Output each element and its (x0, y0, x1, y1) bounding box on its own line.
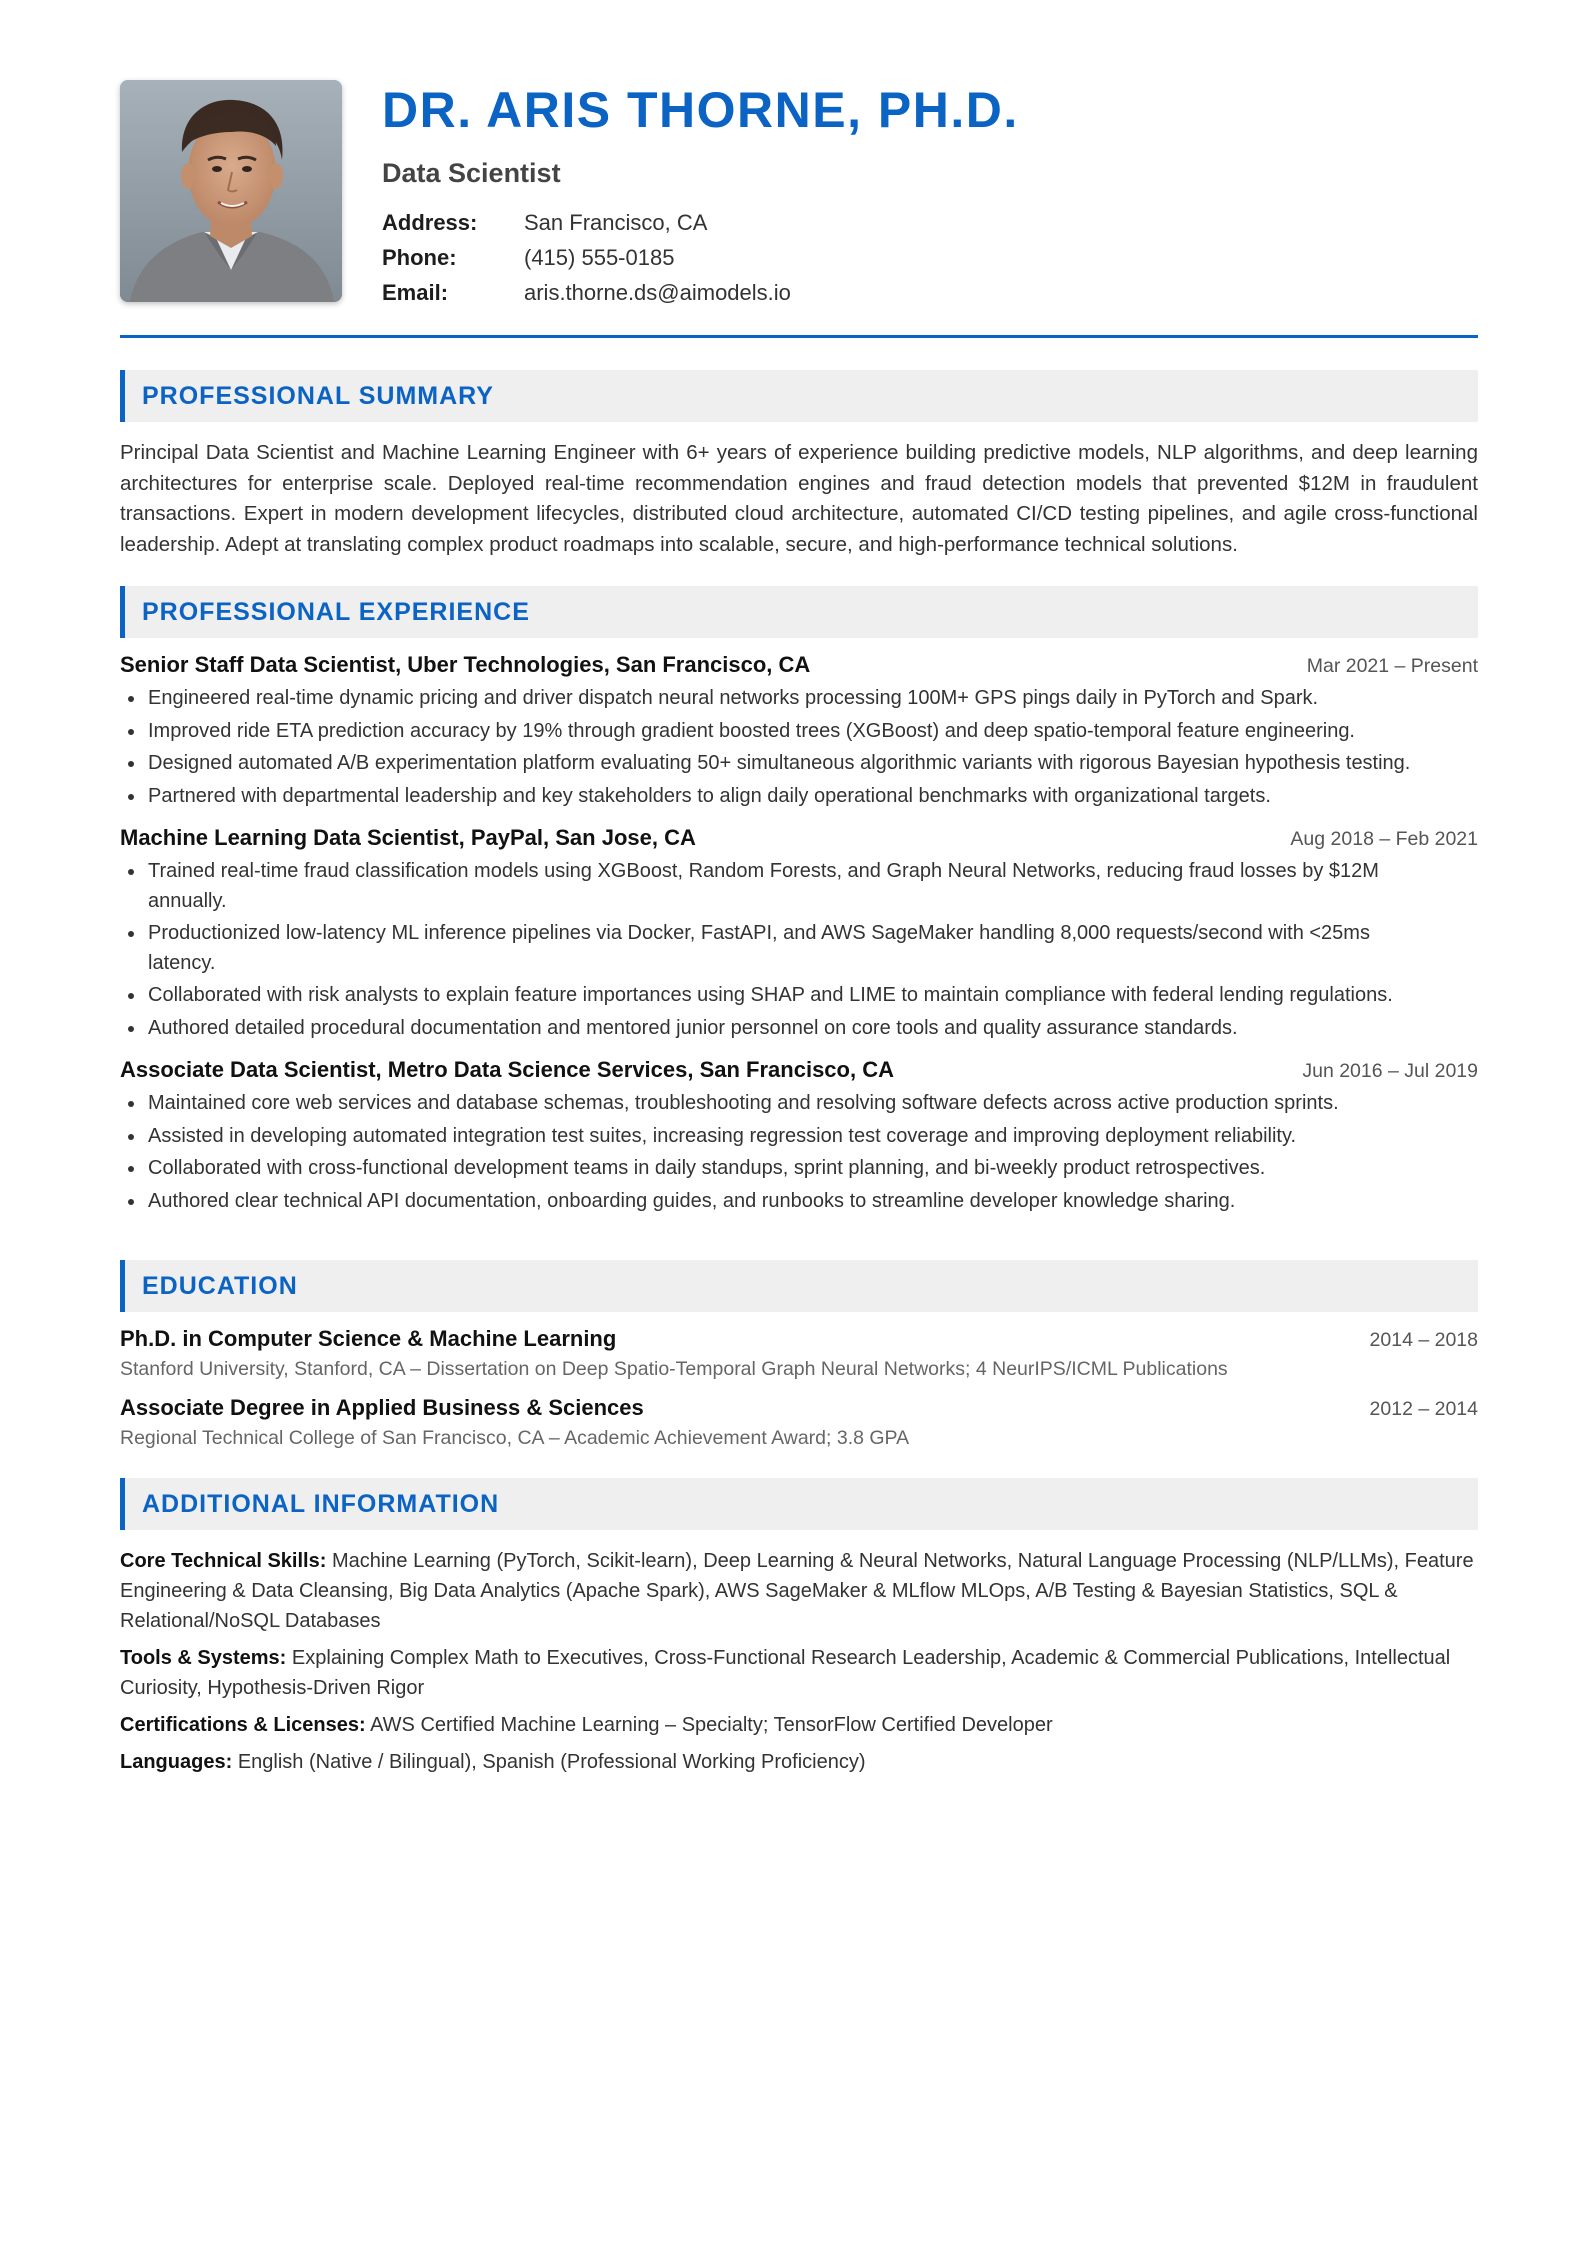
info-value: AWS Certified Machine Learning – Specialty; TensorFlow Certified Developer (370, 1714, 1053, 1736)
info-item-skills (120, 1546, 1478, 1636)
info-item-tools (120, 1643, 1478, 1703)
education-entry (120, 1395, 1478, 1450)
degree-title: Associate Degree in Applied Business & Sciences (120, 1395, 644, 1420)
contact-list (382, 205, 1019, 310)
info-label: Languages: (120, 1751, 233, 1773)
info-label: Core Technical Skills: (120, 1550, 327, 1572)
bullet-item: Authored detailed procedural documentation and mentored junior personnel on core tools and quality assurance standards. (120, 1014, 1478, 1044)
job-header (120, 652, 1478, 678)
contact-email (382, 275, 1019, 310)
job-title: Senior Staff Data Scientist, Uber Technologies, San Francisco, CA (120, 652, 811, 677)
job-bullets (120, 684, 1478, 811)
header-divider (120, 335, 1478, 338)
additional-info (120, 1546, 1478, 1777)
job-entry (120, 825, 1478, 1043)
bullet-item: Engineered real-time dynamic pricing and driver dispatch neural networks processing 100M+ GPS pings daily in PyTorch and Spark. (120, 684, 1478, 714)
header-text (382, 80, 1019, 310)
bullet-item: Trained real-time fraud classification models using XGBoost, Random Forests, and Graph Neural Networks, reducing fraud losses by $12M annually. (120, 857, 1478, 916)
bullet-item: Collaborated with cross-functional development teams in daily standups, sprint planning, and bi-weekly product retrospectives. (120, 1154, 1478, 1184)
job-entry (120, 1057, 1478, 1216)
job-bullets (120, 1089, 1478, 1216)
education-entry (120, 1326, 1478, 1381)
contact-phone (382, 240, 1019, 275)
job-bullets (120, 857, 1478, 1043)
contact-label: Phone: (382, 244, 457, 270)
job-date: Jun 2016 – Jul 2019 (1302, 1060, 1478, 1082)
job-role: Data Scientist (382, 157, 561, 188)
contact-address (382, 205, 1019, 240)
address-value: San Francisco, CA (524, 209, 708, 235)
education-header (120, 1326, 1478, 1352)
job-title: Machine Learning Data Scientist, PayPal, San Jose, CA (120, 825, 696, 850)
bullet-item: Maintained core web services and database schemas, troubleshooting and resolving software defects across active production sprints. (120, 1089, 1478, 1119)
bullet-item: Collaborated with risk analysts to explain feature importances using SHAP and LIME to maintain compliance with federal lending regulations. (120, 981, 1478, 1011)
portrait-image (120, 80, 342, 302)
info-value: English (Native / Bilingual), Spanish (Professional Working Proficiency) (237, 1751, 866, 1773)
bullet-item: Designed automated A/B experimentation platform evaluating 50+ simultaneous algorithmic variants with rigorous Bayesian hypothesis testing. (120, 749, 1478, 779)
section-title-additional: ADDITIONAL INFORMATION (120, 1478, 1478, 1530)
info-item-languages (120, 1747, 1478, 1777)
job-title: Associate Data Scientist, Metro Data Science Services, San Francisco, CA (120, 1057, 894, 1082)
contact-label: Address: (382, 209, 478, 235)
education-date: 2014 – 2018 (1369, 1329, 1478, 1351)
job-header (120, 825, 1478, 851)
info-value: Explaining Complex Math to Executives, Cross-Functional Research Leadership, Academic & Commercial Publications, Intellectual Curiosity, Hypothesis-Driven Rigor (120, 1647, 1451, 1699)
education-header (120, 1395, 1478, 1421)
job-header (120, 1057, 1478, 1083)
section-title-summary: PROFESSIONAL SUMMARY (120, 370, 1478, 422)
section-title-experience: PROFESSIONAL EXPERIENCE (120, 586, 1478, 638)
candidate-name: DR. ARIS THORNE, PH.D. (382, 82, 1019, 138)
job-date: Mar 2021 – Present (1306, 655, 1478, 677)
section-title-education: EDUCATION (120, 1260, 1478, 1312)
email-value: aris.thorne.ds@aimodels.io (524, 279, 791, 305)
summary-text: Principal Data Scientist and Machine Learning Engineer with 6+ years of experience building predictive models, NLP algorithms, and deep learning architectures for enterprise scale. Deployed real-time recommendation engines and fraud detection models that prevented $12M in fraudulent transactions. Expert in modern development lifecycles, distributed cloud architecture, automated CI/CD testing pipelines, and agile cross-functional leadership. Adept at translating complex product roadmaps into scalable, secure, and high-performance technical solutions. (120, 441, 1478, 556)
info-label: Certifications & Licenses: (120, 1714, 366, 1736)
resume-header (120, 80, 1478, 305)
education-detail: Stanford University, Stanford, CA – Dissertation on Deep Spatio-Temporal Graph Neural Networks; 4 NeurIPS/ICML Publications (120, 1358, 1228, 1380)
bullet-item: Assisted in developing automated integration test suites, increasing regression test coverage and improving deployment reliability. (120, 1122, 1478, 1152)
education-date: 2012 – 2014 (1369, 1398, 1478, 1420)
phone-value: (415) 555-0185 (524, 244, 675, 270)
degree-title: Ph.D. in Computer Science & Machine Learning (120, 1326, 617, 1351)
bullet-item: Productionized low-latency ML inference pipelines via Docker, FastAPI, and AWS SageMaker handling 8,000 requests/second with <25ms latency. (120, 919, 1478, 978)
job-date: Aug 2018 – Feb 2021 (1290, 828, 1478, 850)
info-value: Machine Learning (PyTorch, Scikit-learn), Deep Learning & Neural Networks, Natural Language Processing (NLP/LLMs), Feature Engineering & Data Cleansing, Big Data Analytics (Apache Spark), AWS SageMaker & MLflow MLOps, A/B Testing & Bayesian Statistics, SQL & Relational/NoSQL Databases (120, 1550, 1474, 1632)
bullet-item: Partnered with departmental leadership and key stakeholders to align daily operational benchmarks with organizational targets. (120, 782, 1478, 812)
info-label: Tools & Systems: (120, 1647, 287, 1669)
bullet-item: Authored clear technical API documentation, onboarding guides, and runbooks to streamline developer knowledge sharing. (120, 1187, 1478, 1217)
info-item-certifications (120, 1710, 1478, 1740)
bullet-item: Improved ride ETA prediction accuracy by 19% through gradient boosted trees (XGBoost) and deep spatio-temporal feature engineering. (120, 717, 1478, 747)
job-entry (120, 652, 1478, 811)
education-detail: Regional Technical College of San Francisco, CA – Academic Achievement Award; 3.8 GPA (120, 1427, 910, 1449)
profile-photo (120, 80, 342, 302)
contact-label: Email: (382, 279, 449, 305)
